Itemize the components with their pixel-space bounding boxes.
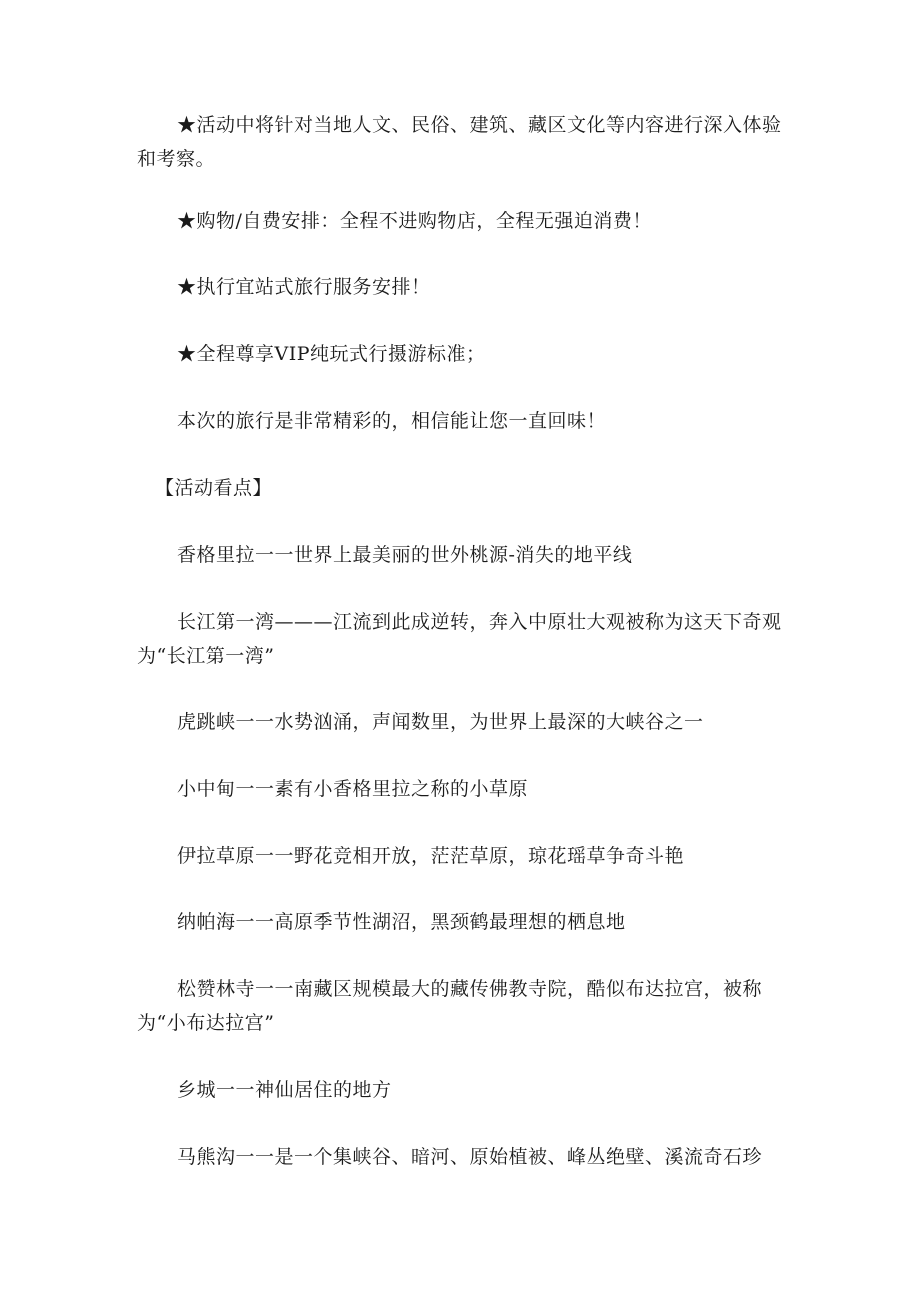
highlight-yila-grassland: 伊拉草原一一野花竞相开放，茫茫草原，琼花瑶草争奇斗艳 <box>177 845 685 867</box>
paragraph-trip-summary: 本次的旅行是非常精彩的，相信能让您一直回味！ <box>177 410 607 432</box>
highlight-tiger-leaping-gorge: 虎跳峡一一水势汹涌，声闻数里，为世界上最深的大峡谷之一 <box>177 711 704 733</box>
paragraph-vip-standard: ★全程尊享VIP纯玩式行摄游标准； <box>177 343 486 365</box>
highlight-first-bend-yangtze: 长江第一湾———江流到此成逆转，奔入中原壮大观被称为这天下奇观为“长江第一湾” <box>137 611 782 667</box>
highlight-xiaozhongdian: 小中甸一一素有小香格里拉之称的小草原 <box>177 778 529 800</box>
highlight-songzanlin-monastery: 松赞林寺一一南藏区规模最大的藏传佛教寺院，酷似布达拉宫，被称为“小布达拉宫” <box>137 978 763 1034</box>
section-heading-highlights: 【活动看点】 <box>155 477 273 499</box>
highlight-shangri-la: 香格里拉一一世界上最美丽的世外桃源-消失的地平线 <box>177 544 633 566</box>
highlight-maxionggou: 马熊沟一一是一个集峡谷、暗河、原始植被、峰丛绝壁、溪流奇石珍 <box>177 1146 763 1168</box>
paragraph-service-arrangement: ★执行宜站式旅行服务安排！ <box>177 276 431 298</box>
highlight-napa-lake: 纳帕海一一高原季节性湖沼，黑颈鹤最理想的栖息地 <box>177 911 626 933</box>
paragraph-cultural-experience: ★活动中将针对当地人文、民俗、建筑、藏区文化等内容进行深入体验和考察。 <box>137 114 782 170</box>
highlight-xiangcheng: 乡城一一神仙居住的地方 <box>177 1079 392 1101</box>
paragraph-shopping-policy: ★购物/自费安排：全程不进购物店，全程无强迫消费！ <box>177 210 652 232</box>
